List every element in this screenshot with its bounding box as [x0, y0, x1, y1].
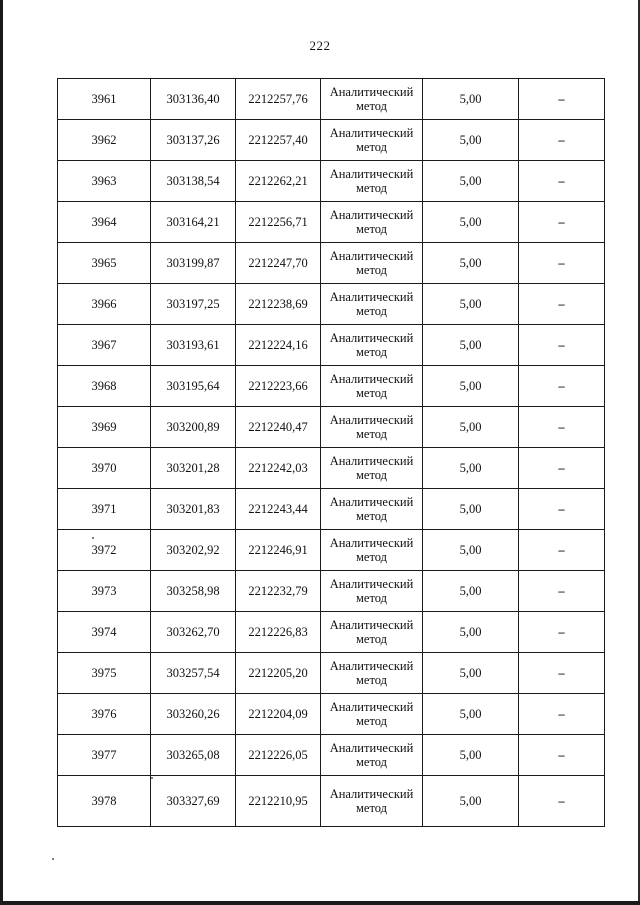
accuracy-cell: 5,00: [423, 735, 519, 776]
method-label-line2: метод: [355, 591, 387, 605]
accuracy-cell: 5,00: [423, 530, 519, 571]
y-coordinate-cell: 2212243,44: [236, 489, 321, 530]
method-label-line1: Аналитический: [329, 249, 414, 263]
scan-speck: [151, 777, 153, 779]
note-cell: –: [519, 571, 605, 612]
scan-speck: [92, 537, 94, 539]
x-coordinate-cell: 303200,89: [151, 407, 236, 448]
method-label-line2: метод: [355, 181, 387, 195]
y-coordinate-cell: 2212223,66: [236, 366, 321, 407]
table-row: [58, 325, 605, 366]
accuracy-cell: 5,00: [423, 243, 519, 284]
accuracy-cell: 5,00: [423, 407, 519, 448]
table-body: [58, 79, 605, 827]
point-id-cell: 3972: [58, 530, 151, 571]
method-label-line1: Аналитический: [329, 495, 414, 509]
table-row: [58, 776, 605, 827]
x-coordinate-cell: 303136,40: [151, 79, 236, 120]
method-cell: [321, 407, 423, 448]
y-coordinate-cell: 2212240,47: [236, 407, 321, 448]
note-cell: –: [519, 325, 605, 366]
table-row: [58, 653, 605, 694]
method-label-line2: метод: [355, 632, 387, 646]
x-coordinate-cell: 303137,26: [151, 120, 236, 161]
x-coordinate-cell: 303195,64: [151, 366, 236, 407]
table-row: [58, 79, 605, 120]
method-cell: [321, 243, 423, 284]
note-cell: –: [519, 284, 605, 325]
table-row: [58, 243, 605, 284]
note-cell: –: [519, 202, 605, 243]
x-coordinate-cell: 303164,21: [151, 202, 236, 243]
method-label-line1: Аналитический: [329, 290, 414, 304]
y-coordinate-cell: 2212226,83: [236, 612, 321, 653]
table-row: [58, 448, 605, 489]
table-row: [58, 202, 605, 243]
method-label-line1: Аналитический: [329, 126, 414, 140]
y-coordinate-cell: 2212257,76: [236, 79, 321, 120]
point-id-cell: 3962: [58, 120, 151, 161]
point-id-cell: 3975: [58, 653, 151, 694]
table-row: [58, 612, 605, 653]
note-cell: –: [519, 366, 605, 407]
accuracy-cell: 5,00: [423, 694, 519, 735]
accuracy-cell: 5,00: [423, 571, 519, 612]
table-row: [58, 120, 605, 161]
method-label-line2: метод: [355, 222, 387, 236]
x-coordinate-cell: 303258,98: [151, 571, 236, 612]
method-label-line2: метод: [355, 714, 387, 728]
method-cell: [321, 735, 423, 776]
note-cell: –: [519, 243, 605, 284]
accuracy-cell: 5,00: [423, 202, 519, 243]
method-label-line1: Аналитический: [329, 787, 414, 801]
method-cell: [321, 776, 423, 827]
point-id-cell: 3964: [58, 202, 151, 243]
method-label-line1: Аналитический: [329, 167, 414, 181]
x-coordinate-cell: 303193,61: [151, 325, 236, 366]
method-label-line2: метод: [355, 345, 387, 359]
method-label-line1: Аналитический: [329, 618, 414, 632]
method-label-line1: Аналитический: [329, 413, 414, 427]
y-coordinate-cell: 2212256,71: [236, 202, 321, 243]
method-label-line1: Аналитический: [329, 331, 414, 345]
coordinates-table: [57, 78, 605, 827]
point-id-cell: 3976: [58, 694, 151, 735]
note-cell: –: [519, 120, 605, 161]
method-cell: [321, 448, 423, 489]
accuracy-cell: 5,00: [423, 325, 519, 366]
table-row: [58, 489, 605, 530]
method-cell: [321, 120, 423, 161]
note-cell: –: [519, 653, 605, 694]
method-cell: [321, 325, 423, 366]
method-label-line2: метод: [355, 755, 387, 769]
x-coordinate-cell: 303262,70: [151, 612, 236, 653]
method-cell: [321, 694, 423, 735]
accuracy-cell: 5,00: [423, 79, 519, 120]
table-row: [58, 284, 605, 325]
y-coordinate-cell: 2212226,05: [236, 735, 321, 776]
note-cell: –: [519, 612, 605, 653]
accuracy-cell: 5,00: [423, 653, 519, 694]
method-cell: [321, 571, 423, 612]
point-id-cell: 3968: [58, 366, 151, 407]
y-coordinate-cell: 2212246,91: [236, 530, 321, 571]
method-label-line1: Аналитический: [329, 372, 414, 386]
point-id-cell: 3969: [58, 407, 151, 448]
method-label-line2: метод: [355, 673, 387, 687]
method-label-line1: Аналитический: [329, 454, 414, 468]
table-row: [58, 407, 605, 448]
table-row: [58, 161, 605, 202]
x-coordinate-cell: 303199,87: [151, 243, 236, 284]
point-id-cell: 3974: [58, 612, 151, 653]
method-label-line2: метод: [355, 801, 387, 815]
accuracy-cell: 5,00: [423, 284, 519, 325]
x-coordinate-cell: 303265,08: [151, 735, 236, 776]
note-cell: –: [519, 530, 605, 571]
method-label-line2: метод: [355, 468, 387, 482]
point-id-cell: 3966: [58, 284, 151, 325]
scan-edge-bottom: [0, 901, 640, 905]
page-number: 222: [309, 38, 331, 53]
table-row: [58, 571, 605, 612]
accuracy-cell: 5,00: [423, 776, 519, 827]
note-cell: –: [519, 407, 605, 448]
method-cell: [321, 79, 423, 120]
x-coordinate-cell: 303327,69: [151, 776, 236, 827]
x-coordinate-cell: 303197,25: [151, 284, 236, 325]
table-row: [58, 735, 605, 776]
method-label-line1: Аналитический: [329, 741, 414, 755]
method-cell: [321, 366, 423, 407]
accuracy-cell: 5,00: [423, 612, 519, 653]
scan-edge-left: [0, 0, 3, 905]
point-id-cell: 3965: [58, 243, 151, 284]
point-id-cell: 3977: [58, 735, 151, 776]
point-id-cell: 3978: [58, 776, 151, 827]
table-row: [58, 694, 605, 735]
method-cell: [321, 489, 423, 530]
y-coordinate-cell: 2212257,40: [236, 120, 321, 161]
point-id-cell: 3963: [58, 161, 151, 202]
y-coordinate-cell: 2212204,09: [236, 694, 321, 735]
note-cell: –: [519, 79, 605, 120]
point-id-cell: 3967: [58, 325, 151, 366]
y-coordinate-cell: 2212242,03: [236, 448, 321, 489]
method-label-line1: Аналитический: [329, 659, 414, 673]
method-cell: [321, 161, 423, 202]
method-cell: [321, 284, 423, 325]
method-cell: [321, 202, 423, 243]
y-coordinate-cell: 2212205,20: [236, 653, 321, 694]
method-label-line2: метод: [355, 386, 387, 400]
y-coordinate-cell: 2212210,95: [236, 776, 321, 827]
method-label-line2: метод: [355, 140, 387, 154]
x-coordinate-cell: 303201,83: [151, 489, 236, 530]
note-cell: –: [519, 448, 605, 489]
method-label-line2: метод: [355, 509, 387, 523]
note-cell: –: [519, 694, 605, 735]
note-cell: –: [519, 489, 605, 530]
y-coordinate-cell: 2212238,69: [236, 284, 321, 325]
method-label-line1: Аналитический: [329, 536, 414, 550]
method-label-line2: метод: [355, 550, 387, 564]
method-cell: [321, 530, 423, 571]
x-coordinate-cell: 303202,92: [151, 530, 236, 571]
accuracy-cell: 5,00: [423, 489, 519, 530]
accuracy-cell: 5,00: [423, 161, 519, 202]
method-label-line1: Аналитический: [329, 208, 414, 222]
method-label-line2: метод: [355, 263, 387, 277]
y-coordinate-cell: 2212247,70: [236, 243, 321, 284]
point-id-cell: 3970: [58, 448, 151, 489]
method-label-line1: Аналитический: [329, 700, 414, 714]
point-id-cell: 3971: [58, 489, 151, 530]
y-coordinate-cell: 2212262,21: [236, 161, 321, 202]
y-coordinate-cell: 2212232,79: [236, 571, 321, 612]
method-label-line2: метод: [355, 304, 387, 318]
x-coordinate-cell: 303138,54: [151, 161, 236, 202]
accuracy-cell: 5,00: [423, 120, 519, 161]
note-cell: –: [519, 161, 605, 202]
method-label-line2: метод: [355, 99, 387, 113]
scan-speck: [52, 858, 54, 860]
y-coordinate-cell: 2212224,16: [236, 325, 321, 366]
note-cell: –: [519, 735, 605, 776]
x-coordinate-cell: 303201,28: [151, 448, 236, 489]
accuracy-cell: 5,00: [423, 366, 519, 407]
point-id-cell: 3973: [58, 571, 151, 612]
method-cell: [321, 653, 423, 694]
method-cell: [321, 612, 423, 653]
x-coordinate-cell: 303260,26: [151, 694, 236, 735]
table-row: [58, 366, 605, 407]
note-cell: –: [519, 776, 605, 827]
method-label-line1: Аналитический: [329, 85, 414, 99]
method-label-line1: Аналитический: [329, 577, 414, 591]
accuracy-cell: 5,00: [423, 448, 519, 489]
point-id-cell: 3961: [58, 79, 151, 120]
table-row: [58, 530, 605, 571]
method-label-line2: метод: [355, 427, 387, 441]
x-coordinate-cell: 303257,54: [151, 653, 236, 694]
